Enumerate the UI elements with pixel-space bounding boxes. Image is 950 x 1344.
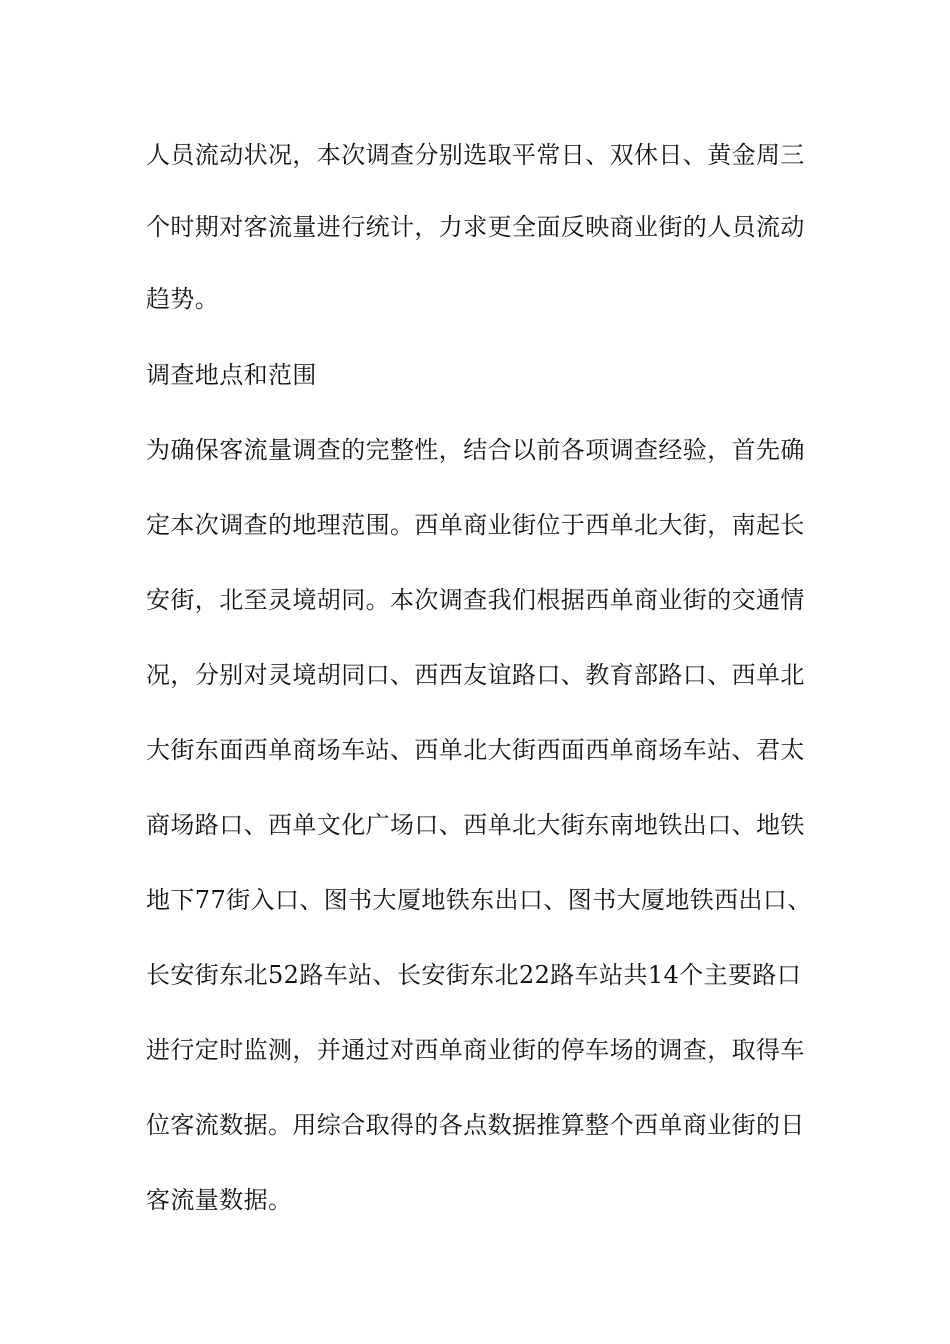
paragraph-line: 商场路口、西单文化广场口、西单北大街东南地铁出口、地铁	[146, 811, 805, 839]
paragraph-line: 定本次调查的地理范围。西单商业街位于西单北大街，南起长	[146, 511, 805, 539]
paragraph-line: 人员流动状况，本次调查分别选取平常日、双休日、黄金周三	[146, 141, 805, 169]
paragraph-line: 客流量数据。	[146, 1186, 293, 1214]
paragraph-line: 长安街东北52路车站、长安街东北22路车站共14个主要路口	[146, 961, 802, 989]
paragraph-line: 个时期对客流量进行统计，力求更全面反映商业街的人员流动	[146, 213, 805, 241]
paragraph-line: 况，分别对灵境胡同口、西西友谊路口、教育部路口、西单北	[146, 661, 805, 689]
paragraph-line: 进行定时监测，并通过对西单商业街的停车场的调查，取得车	[146, 1036, 805, 1064]
paragraph-line: 大街东面西单商场车站、西单北大街西面西单商场车站、君太	[146, 736, 805, 764]
paragraph-line: 安街，北至灵境胡同。本次调查我们根据西单商业街的交通情	[146, 586, 805, 614]
paragraph-line: 趋势。	[146, 285, 220, 313]
paragraph-line: 位客流数据。用综合取得的各点数据推算整个西单商业街的日	[146, 1111, 805, 1139]
paragraph-line: 地下77街入口、图书大厦地铁东出口、图书大厦地铁西出口、	[146, 886, 812, 914]
section-heading: 调查地点和范围	[146, 361, 317, 389]
paragraph-line: 为确保客流量调查的完整性，结合以前各项调查经验，首先确	[146, 436, 805, 464]
